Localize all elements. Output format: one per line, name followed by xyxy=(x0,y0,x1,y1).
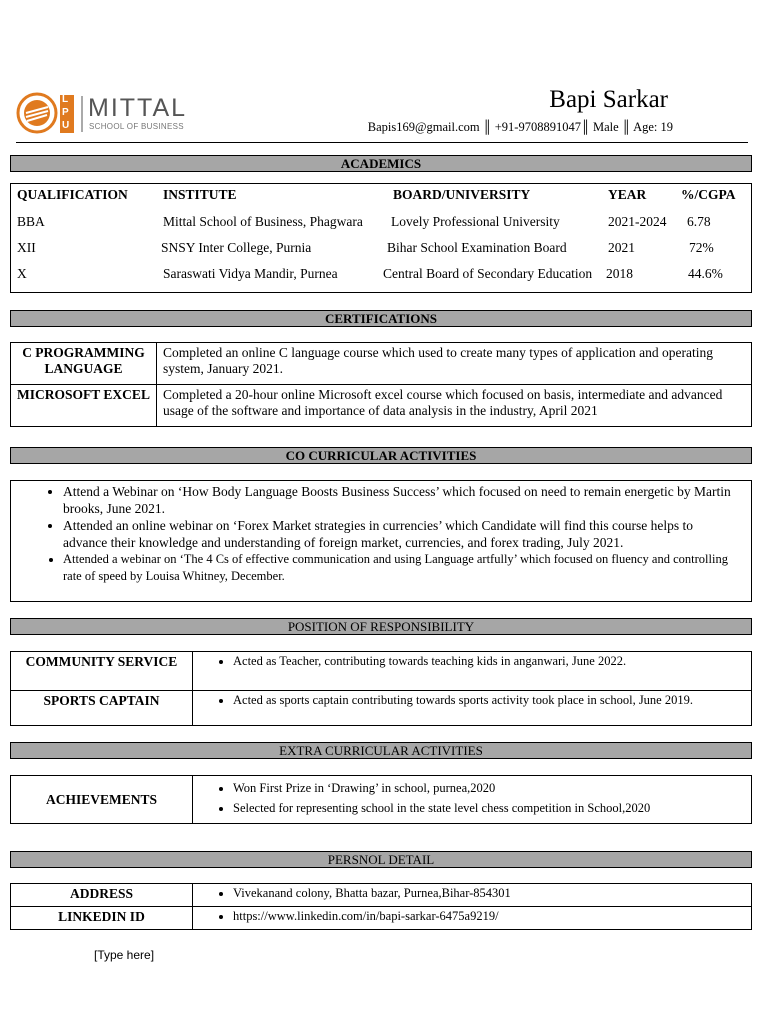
section-title-co-curricular: CO CURRICULAR ACTIVITIES xyxy=(10,447,752,464)
separator: ║ xyxy=(580,120,590,134)
table-row xyxy=(11,343,752,385)
cell-year: 2021-2024 xyxy=(608,214,667,229)
logo-badge-letter-u: U xyxy=(62,120,70,131)
cell-qualification: XII xyxy=(17,240,36,255)
table-row xyxy=(11,214,751,234)
university-logo xyxy=(16,92,206,138)
cell-board: Lovely Professional University xyxy=(391,214,560,229)
cell-institute: SNSY Inter College, Purnia xyxy=(161,240,312,255)
co-curricular-box xyxy=(10,480,752,602)
certifications-table xyxy=(10,342,752,427)
cell-board: Central Board of Secondary Education xyxy=(383,266,593,281)
table-row xyxy=(11,776,752,824)
cell-qualification: BBA xyxy=(17,214,45,229)
table-row xyxy=(11,240,751,260)
cell-score: 6.78 xyxy=(687,214,711,229)
table-row xyxy=(11,266,751,286)
table-row xyxy=(11,884,752,907)
list-item: • Selected for representing school in the state level chess competition in School,2020 xyxy=(233,798,745,818)
age-text: Age: 19 xyxy=(633,120,673,134)
responsibility-table xyxy=(10,651,752,726)
list-item: • Attended a webinar on ‘The 4 Cs of effective communication and using Language artfully’ which focused on fluency and controlling rate of speed by Louisa Whitney, December. xyxy=(63,551,737,585)
cell-score: 72% xyxy=(689,240,714,255)
cell-board: Bihar School Examination Board xyxy=(387,240,567,255)
section-title-personal: PERSNOL DETAIL xyxy=(10,851,752,868)
cert-name: C PROGRAMMING LANGUAGE xyxy=(11,343,157,385)
cell-score: 44.6% xyxy=(688,266,723,281)
table-row xyxy=(11,691,752,726)
section-title-responsibility: POSITION OF RESPONSIBILITY xyxy=(10,618,752,635)
email-text[interactable]: Bapis169@gmail.com xyxy=(367,120,480,134)
phone-text: +91-9708891047 xyxy=(494,120,581,134)
responsibility-label: SPORTS CAPTAIN xyxy=(11,691,193,726)
linkedin-label: LINKEDIN ID xyxy=(11,907,193,930)
cell-year: 2018 xyxy=(606,266,633,281)
table-row xyxy=(11,652,752,691)
cert-name: MICROSOFT EXCEL xyxy=(11,385,157,427)
academics-header-row xyxy=(11,187,751,207)
logo-brand-name: MITTAL xyxy=(88,94,188,122)
footer-placeholder[interactable]: [Type here] xyxy=(94,948,155,962)
list-item: • Acted as sports captain contributing towards sports activity took place in school, June 2019. xyxy=(233,693,745,708)
linkedin-link[interactable]: • https://www.linkedin.com/in/bapi-sarkar-6475a9219/ xyxy=(233,909,745,924)
gender-text: Male xyxy=(592,120,619,134)
list-item: • Won First Prize in ‘Drawing’ in school, purnea,2020 xyxy=(233,778,745,798)
section-title-certifications: CERTIFICATIONS xyxy=(10,310,752,327)
separator: ║ xyxy=(621,120,631,134)
section-title-academics: ACADEMICS xyxy=(10,155,752,172)
list-item: • Acted as Teacher, contributing towards teaching kids in anganwari, June 2022. xyxy=(233,654,745,669)
table-row xyxy=(11,385,752,427)
achievements-label: ACHIEVEMENTS xyxy=(11,776,193,824)
header-divider xyxy=(16,142,748,143)
col-header: INSTITUTE xyxy=(163,187,237,202)
personal-table xyxy=(10,883,752,930)
responsibility-label: COMMUNITY SERVICE xyxy=(11,652,193,691)
separator: ║ xyxy=(482,120,492,134)
address-label: ADDRESS xyxy=(11,884,193,907)
logo-brand-sub: SCHOOL OF BUSINESS xyxy=(89,122,184,131)
cell-institute: Mittal School of Business, Phagwara xyxy=(163,214,363,229)
contact-line xyxy=(368,120,673,135)
col-header: BOARD/UNIVERSITY xyxy=(393,187,531,202)
section-title-extra-curricular: EXTRA CURRICULAR ACTIVITIES xyxy=(10,742,752,759)
cell-institute: Saraswati Vidya Mandir, Purnea xyxy=(163,266,338,281)
logo-badge-letter-l: L xyxy=(62,94,69,105)
cell-year: 2021 xyxy=(608,240,635,255)
address-text: • Vivekanand colony, Bhatta bazar, Purnea,Bihar-854301 xyxy=(233,886,745,901)
logo-badge-letter-p: P xyxy=(62,107,69,118)
col-header: YEAR xyxy=(608,187,647,202)
cell-qualification: X xyxy=(17,266,27,281)
extra-curricular-table xyxy=(10,775,752,824)
list-item: • Attended an online webinar on ‘Forex Market strategies in currencies’ which Candidate will find this course helps to advance their knowledge and understanding of foreign market, currencies, and forex trading, July 2021. xyxy=(63,517,737,551)
col-header: %/CGPA xyxy=(681,187,736,202)
col-header: QUALIFICATION xyxy=(17,187,128,202)
cert-desc: Completed a 20-hour online Microsoft excel course which focused on basis, intermediate and advanced usage of the software and importance of data analysis in the industry, April 2021 xyxy=(157,385,752,427)
candidate-name: Bapi Sarkar xyxy=(549,86,668,113)
cert-desc: Completed an online C language course which used to create many types of application and operating system, January 2021. xyxy=(157,343,752,385)
list-item: • Attend a Webinar on ‘How Body Language Boosts Business Success’ which focused on need to remain energetic by Martin brooks, June 2021. xyxy=(63,483,737,517)
academics-table xyxy=(10,183,752,293)
table-row xyxy=(11,907,752,930)
